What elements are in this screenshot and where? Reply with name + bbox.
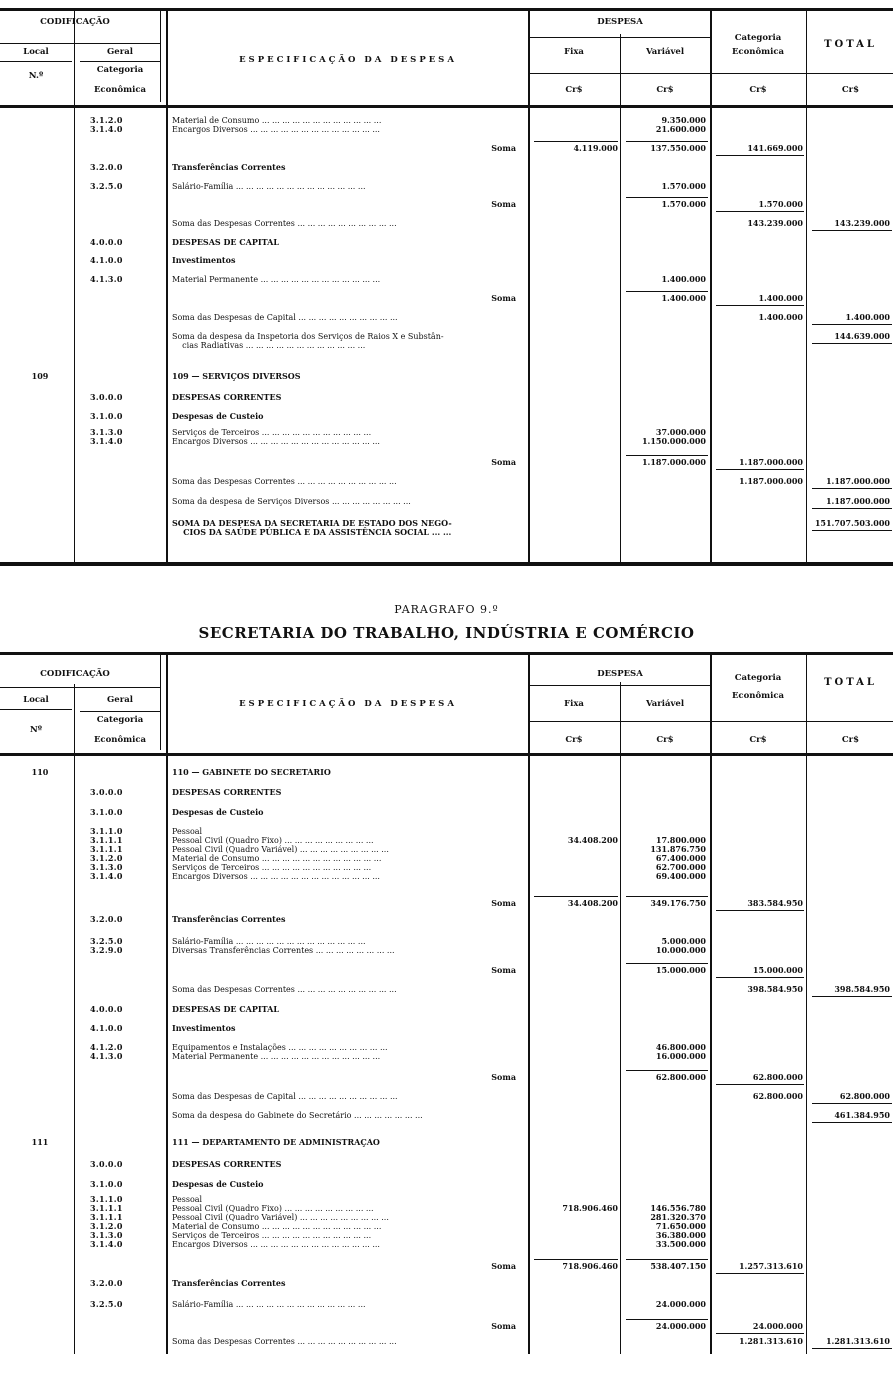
item-description: Soma das Despesas Correntes ... ... ... ... ... ... ... ... ... ... <box>172 219 397 228</box>
sum-rule <box>812 1103 892 1104</box>
currency-variavel-2: Cr$ <box>656 735 674 745</box>
item-description: Soma da despesa de Serviços Diversos ... ... ... ... ... ... ... ... <box>172 497 411 506</box>
category-code: 3.1.1.0 3.1.1.1 3.1.1.1 3.1.2.0 3.1.3.0 3.1.4.0 <box>90 826 123 881</box>
total-value: 398.584.950 <box>834 984 890 994</box>
codificacao-label: CODIFICAÇÃO <box>40 17 110 27</box>
total-value: 461.384.950 <box>834 1110 890 1120</box>
categoria-value: 24.000.000 <box>752 1321 803 1331</box>
categoria-value: 141.669.000 <box>747 143 803 153</box>
item-description: DESPESAS DE CAPITAL <box>172 1005 279 1014</box>
categoria-label: Categoria <box>96 65 144 75</box>
variavel-value: 15.000.000 <box>655 965 706 975</box>
variavel-value: 146.556.780 281.320.370 71.650.000 36.380.000 33.500.000 <box>650 1203 706 1249</box>
variavel-value: 24.000.000 <box>655 1299 706 1309</box>
total-value: 1.187.000.000 <box>825 476 890 486</box>
sum-rule <box>716 1333 804 1334</box>
soma-label: Soma <box>491 294 516 303</box>
fixa-value: 718.906.460 <box>562 1261 618 1271</box>
sum-rule <box>626 896 708 897</box>
category-code: 4.0.0.0 <box>90 237 123 247</box>
variavel-value: 37.000.000 1.150.000.000 <box>641 427 706 446</box>
category-code: 3.2.5.0 <box>90 181 123 191</box>
categoria-value: 62.800.000 <box>752 1072 803 1082</box>
especificacao-label-2: ESPECIFICAÇÃO DA DESPESA <box>239 699 457 709</box>
fixa-label-2: Fixa <box>564 699 584 709</box>
sum-rule <box>716 469 804 470</box>
fixa-value: 4.119.000 <box>573 143 618 153</box>
sum-rule <box>534 141 618 142</box>
section-title: SECRETARIA DO TRABALHO, INDÚSTRIA E COMÉRCIO <box>198 624 695 642</box>
sum-rule <box>534 896 618 897</box>
item-description: Soma das Despesas de Capital ... ... ... ... ... ... ... ... ... ... <box>172 313 398 322</box>
currency-total-2: Cr$ <box>841 735 860 745</box>
total-value: 1.400.000 <box>845 312 890 322</box>
variavel-value: 5.000.000 10.000.000 <box>655 936 706 955</box>
currency-fixa: Cr$ <box>565 85 583 95</box>
variavel-value: 1.570.000 <box>661 199 706 209</box>
currency-total: Cr$ <box>841 85 860 95</box>
cat-top-2: Categoria <box>734 673 782 683</box>
variavel-value: 1.187.000.000 <box>641 457 706 467</box>
item-description: Transferências Correntes <box>172 915 286 924</box>
category-code: 3.2.5.0 <box>90 1299 123 1309</box>
variavel-value: 1.400.000 <box>661 293 706 303</box>
sum-rule <box>534 1259 618 1260</box>
item-description: DESPESAS CORRENTES <box>172 393 282 402</box>
category-code: 3.2.0.0 <box>90 914 123 924</box>
local-number: 110 <box>31 767 49 777</box>
category-code: 3.2.0.0 <box>90 162 123 172</box>
sum-rule <box>626 141 708 142</box>
item-description: Despesas de Custeio <box>172 808 264 817</box>
variavel-value: 538.407.150 <box>650 1261 706 1271</box>
economica-label: Econômica <box>93 85 147 95</box>
categoria-value: 1.257.313.610 <box>738 1261 803 1271</box>
sum-rule <box>626 1070 708 1071</box>
local-label-2: Local <box>23 695 49 705</box>
item-description: Transferências Correntes <box>172 163 286 172</box>
item-description: Material Permanente ... ... ... ... ... ... ... ... ... ... ... ... <box>172 275 381 284</box>
sum-rule <box>626 1259 708 1260</box>
category-code: 4.1.3.0 <box>90 274 123 284</box>
category-code: 3.0.0.0 <box>90 1159 123 1169</box>
item-description: DESPESAS DE CAPITAL <box>172 238 279 247</box>
cat-bottom: Econômica <box>731 47 785 57</box>
variavel-value: 137.550.000 <box>650 143 706 153</box>
sum-rule <box>812 343 892 344</box>
item-description: Soma das Despesas Correntes ... ... ... ... ... ... ... ... ... ... <box>172 985 397 994</box>
total-value: 144.639.000 <box>834 331 890 341</box>
categoria-economica-label-2 <box>713 669 803 705</box>
geral-label-2: Geral <box>107 695 133 705</box>
item-description: Investimentos <box>172 1024 236 1033</box>
fixa-value: 34.408.200 <box>567 835 618 845</box>
categoria-value: 1.187.000.000 <box>738 457 803 467</box>
sum-rule <box>716 155 804 156</box>
soma-label: Soma <box>491 458 516 467</box>
sum-rule <box>626 197 708 198</box>
categoria-value: 383.584.950 <box>747 898 803 908</box>
category-code: 4.1.0.0 <box>90 1023 123 1033</box>
item-description: Despesas de Custeio <box>172 1180 264 1189</box>
total-value: 62.800.000 <box>839 1091 890 1101</box>
category-code: 4.0.0.0 <box>90 1004 123 1014</box>
table1-bottom-rule <box>0 562 893 566</box>
item-description: Investimentos <box>172 256 236 265</box>
sum-rule <box>812 230 892 231</box>
economica-label-2: Econômica <box>93 735 147 745</box>
table1-header <box>0 8 893 108</box>
sum-rule <box>626 1319 708 1320</box>
soma-label: Soma <box>491 1073 516 1082</box>
especificacao-label: ESPECIFICAÇÃO DA DESPESA <box>239 55 457 65</box>
item-description: Despesas de Custeio <box>172 412 264 421</box>
category-code: 4.1.0.0 <box>90 255 123 265</box>
category-code: 3.0.0.0 <box>90 787 123 797</box>
category-code: 3.1.2.0 3.1.4.0 <box>90 115 123 134</box>
item-description: 111 — DEPARTAMENTO DE ADMINISTRAÇÃO <box>172 1138 380 1147</box>
geral-label: Geral <box>107 47 133 57</box>
sum-rule <box>626 455 708 456</box>
total-value: 151.707.503.000 <box>814 518 890 528</box>
local-number: 109 <box>31 371 49 381</box>
numero-label-2: Nº <box>29 725 43 735</box>
category-code: 3.1.0.0 <box>90 807 123 817</box>
sum-rule <box>626 291 708 292</box>
total-value: 1.281.313.610 <box>825 1336 890 1346</box>
total-label-2: TOTAL <box>824 677 877 688</box>
variavel-value: 46.800.000 16.000.000 <box>655 1042 706 1061</box>
soma-label: Soma <box>491 966 516 975</box>
cat-bottom-2: Econômica <box>731 691 785 701</box>
item-description: Salário-Família ... ... ... ... ... ... ... ... ... ... ... ... ... <box>172 1300 366 1309</box>
variavel-value: 9.350.000 21.600.000 <box>655 115 706 134</box>
category-code: 3.2.5.0 3.2.9.0 <box>90 936 123 955</box>
sum-rule <box>626 963 708 964</box>
variavel-value: 24.000.000 <box>655 1321 706 1331</box>
category-code: 3.1.0.0 <box>90 411 123 421</box>
item-description: Soma da despesa da Inspetoria dos Serviços de Raios X e Substân- cias Radiativas ... ... ... ... ... ... ... ... ... ... ... ... <box>172 332 444 350</box>
total-value: 143.239.000 <box>834 218 890 228</box>
soma-label: Soma <box>491 200 516 209</box>
local-number: 111 <box>31 1137 49 1147</box>
sum-rule <box>716 211 804 212</box>
total-value: 1.187.000.000 <box>825 496 890 506</box>
item-description: Soma da despesa do Gabinete do Secretário ... ... ... ... ... ... ... <box>172 1111 423 1120</box>
sum-rule <box>812 1122 892 1123</box>
category-code: 3.1.3.0 3.1.4.0 <box>90 427 123 446</box>
sum-rule <box>716 910 804 911</box>
cat-top: Categoria <box>734 33 782 43</box>
currency-categoria: Cr$ <box>749 85 767 95</box>
category-code: 3.2.0.0 <box>90 1278 123 1288</box>
currency-categoria-2: Cr$ <box>749 735 767 745</box>
categoria-value: 1.281.313.610 <box>738 1336 803 1346</box>
soma-label: Soma <box>491 1322 516 1331</box>
fixa-label: Fixa <box>564 47 584 57</box>
despesa-label: DESPESA <box>597 17 643 27</box>
item-description: Equipamentos e Instalações ... ... ... ... ... ... ... ... ... ... Material Permanente ... ... ... ... ... ... ... ... ... ... ... ... <box>172 1043 388 1061</box>
local-label: Local <box>23 47 49 57</box>
item-description: 109 — SERVIÇOS DIVERSOS <box>172 372 301 381</box>
item-description: Salário-Família ... ... ... ... ... ... ... ... ... ... ... ... ... <box>172 182 366 191</box>
categoria-value: 1.187.000.000 <box>738 476 803 486</box>
item-description: Material de Consumo ... ... ... ... ... ... ... ... ... ... ... ... Encargos Diversos ... ... ... ... ... ... ... ... ... ... ... ... ... <box>172 116 382 134</box>
paragraph-number: PARAGRAFO 9.º <box>394 603 499 616</box>
category-code: 3.1.1.0 3.1.1.1 3.1.1.1 3.1.2.0 3.1.3.0 3.1.4.0 <box>90 1194 123 1249</box>
soma-label: Soma <box>491 144 516 153</box>
categoria-value: 15.000.000 <box>752 965 803 975</box>
categoria-value: 398.584.950 <box>747 984 803 994</box>
sum-rule <box>812 996 892 997</box>
variavel-value: 62.800.000 <box>655 1072 706 1082</box>
item-description: Pessoal Pessoal Civil (Quadro Fixo) ... ... ... ... ... ... ... ... ... Pessoal Civil (Quadro Variável) ... ... ... ... ... ... ... ... ... Material de Consumo ... ... ... ... ... ... ... ... ... ... ... ... Serviços de Terceiros ... ... ... ... ... ... ... ... ... ... ... Encargos Diversos ... ... ... ... ... ... ... ... ... ... ... ... ... <box>172 1195 389 1249</box>
variavel-value: 17.800.000 131.876.750 67.400.000 62.700.000 69.400.000 <box>650 835 706 881</box>
sum-rule <box>716 305 804 306</box>
categoria-value: 1.400.000 <box>758 312 803 322</box>
sum-rule <box>812 530 892 531</box>
sum-rule <box>812 488 892 489</box>
soma-label: Soma <box>491 1262 516 1271</box>
variavel-label: Variável <box>645 47 685 57</box>
item-description: DESPESAS CORRENTES <box>172 1160 282 1169</box>
fixa-value: 34.408.200 <box>567 898 618 908</box>
category-code: 3.0.0.0 <box>90 392 123 402</box>
variavel-value: 1.400.000 <box>661 274 706 284</box>
sum-rule <box>716 977 804 978</box>
despesa-label-2: DESPESA <box>597 669 643 679</box>
item-description: Soma das Despesas Correntes ... ... ... ... ... ... ... ... ... ... <box>172 1337 397 1346</box>
categoria-value: 143.239.000 <box>747 218 803 228</box>
sum-rule <box>716 1273 804 1274</box>
variavel-value: 349.176.750 <box>650 898 706 908</box>
categoria-value: 62.800.000 <box>752 1091 803 1101</box>
fixa-value: 718.906.460 <box>562 1203 618 1213</box>
sum-rule <box>812 1348 892 1349</box>
category-code: 3.1.0.0 <box>90 1179 123 1189</box>
sum-rule <box>716 1084 804 1085</box>
item-description: Transferências Correntes <box>172 1279 286 1288</box>
variavel-label-2: Variável <box>645 699 685 709</box>
category-code: 4.1.2.0 4.1.3.0 <box>90 1042 123 1061</box>
soma-label: Soma <box>491 899 516 908</box>
categoria-value: 1.570.000 <box>758 199 803 209</box>
codificacao-label-2: CODIFICAÇÃO <box>40 669 110 679</box>
currency-variavel: Cr$ <box>656 85 674 95</box>
table2-header <box>0 652 893 756</box>
item-description: Soma das Despesas Correntes ... ... ... ... ... ... ... ... ... ... <box>172 477 397 486</box>
sum-rule <box>812 508 892 509</box>
item-description: Serviços de Terceiros ... ... ... ... ... ... ... ... ... ... ... Encargos Diversos ... ... ... ... ... ... ... ... ... ... ... ... ... <box>172 428 380 446</box>
item-description: Pessoal Pessoal Civil (Quadro Fixo) ... ... ... ... ... ... ... ... ... Pessoal Civil (Quadro Variável) ... ... ... ... ... ... ... ... ... Material de Consumo ... ... ... ... ... ... ... ... ... ... ... ... Serviços de Terceiros ... ... ... ... ... ... ... ... ... ... ... Encargos Diversos ... ... ... ... ... ... ... ... ... ... ... ... ... <box>172 827 389 881</box>
item-description: Soma das Despesas de Capital ... ... ... ... ... ... ... ... ... ... <box>172 1092 398 1101</box>
sum-rule <box>812 324 892 325</box>
currency-fixa-2: Cr$ <box>565 735 583 745</box>
item-description: DESPESAS CORRENTES <box>172 788 282 797</box>
variavel-value: 1.570.000 <box>661 181 706 191</box>
item-description: Salário-Família ... ... ... ... ... ... ... ... ... ... ... ... ... Diversas Transferências Correntes ... ... ... ... ... ... ... ... <box>172 937 395 955</box>
categoria-economica-label <box>713 31 803 59</box>
numero-label: N.º <box>28 71 44 81</box>
item-description: 110 — GABINETE DO SECRETÁRIO <box>172 768 331 777</box>
categoria-value: 1.400.000 <box>758 293 803 303</box>
item-description: SOMA DA DESPESA DA SECRETARIA DE ESTADO DOS NEGÓ- CIOS DA SAÚDE PÚBLICA E DA ASSISTÊNCIA SOCIAL ... ... <box>172 519 452 537</box>
categoria-label-2: Categoria <box>96 715 144 725</box>
total-label: TOTAL <box>824 39 877 50</box>
